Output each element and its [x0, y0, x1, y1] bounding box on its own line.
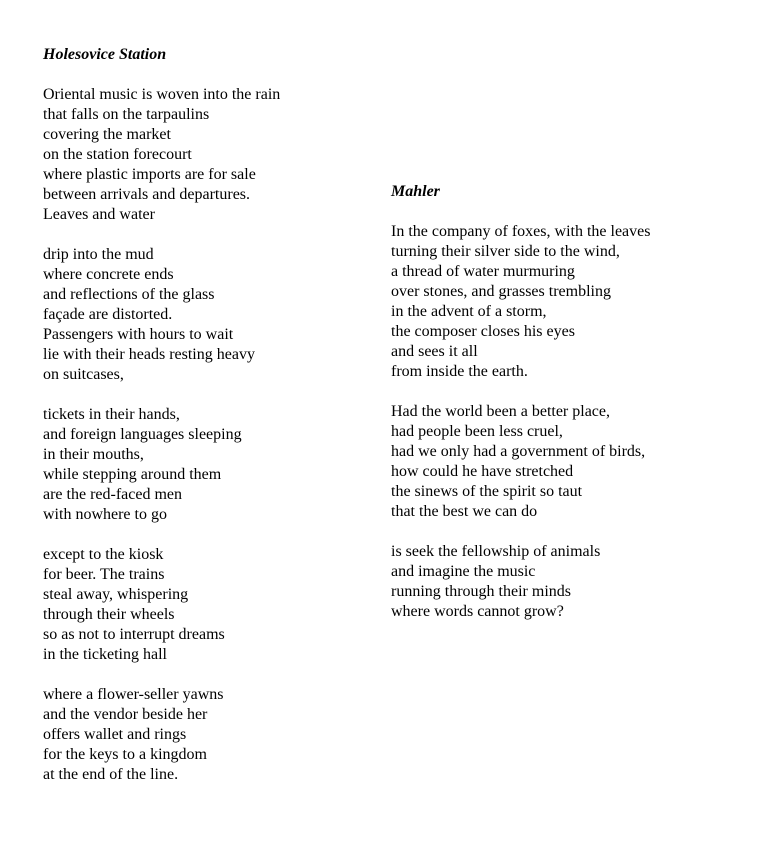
poem-line: Passengers with hours to wait: [43, 326, 234, 343]
poem-line: had people been less cruel,: [391, 423, 563, 440]
stanza: [43, 545, 363, 665]
poem-line: and the vendor beside her: [43, 706, 208, 723]
poem-line: steal away, whispering: [43, 586, 189, 603]
poem-line: façade are distorted.: [43, 306, 173, 323]
poem-line: drip into the mud: [43, 246, 154, 263]
poem-line: that falls on the tarpaulins: [43, 106, 210, 123]
poem-title: Mahler: [391, 183, 440, 200]
poem-body: [391, 222, 741, 622]
poem-line: lie with their heads resting heavy: [43, 346, 255, 363]
poem-line: over stones, and grasses trembling: [391, 283, 611, 300]
poem-line: in the ticketing hall: [43, 646, 167, 663]
poem-body: [43, 85, 363, 785]
poem-line: from inside the earth.: [391, 363, 528, 380]
poem-line: in their mouths,: [43, 446, 144, 463]
poem-line: where a flower-seller yawns: [43, 686, 224, 703]
poem-mahler: [391, 182, 741, 642]
poem-line: where concrete ends: [43, 266, 174, 283]
stanza: [391, 222, 741, 382]
poem-line: and imagine the music: [391, 563, 536, 580]
poem-line: In the company of foxes, with the leaves: [391, 223, 651, 240]
poem-line: is seek the fellowship of animals: [391, 543, 601, 560]
stanza: [391, 542, 741, 622]
poem-line: turning their silver side to the wind,: [391, 243, 620, 260]
poem-line: except to the kiosk: [43, 546, 164, 563]
poem-line: covering the market: [43, 126, 171, 143]
poem-line: while stepping around them: [43, 466, 222, 483]
poem-line: on suitcases,: [43, 366, 124, 383]
poem-line: and foreign languages sleeping: [43, 426, 242, 443]
poem-line: and reflections of the glass: [43, 286, 215, 303]
poem-line: the sinews of the spirit so taut: [391, 483, 583, 500]
poem-line: tickets in their hands,: [43, 406, 180, 423]
poem-title: Holesovice Station: [43, 46, 167, 63]
poem-line: between arrivals and departures.: [43, 186, 251, 203]
poem-line: a thread of water murmuring: [391, 263, 575, 280]
stanza: [391, 402, 741, 522]
poem-line: offers wallet and rings: [43, 726, 187, 743]
poem-line: so as not to interrupt dreams: [43, 626, 225, 643]
stanza: [43, 405, 363, 525]
poem-holesovice-station: [43, 45, 363, 805]
poem-line: for beer. The trains: [43, 566, 165, 583]
poem-line: and sees it all: [391, 343, 478, 360]
poem-line: for the keys to a kingdom: [43, 746, 207, 763]
poem-line: through their wheels: [43, 606, 175, 623]
poem-line: are the red-faced men: [43, 486, 183, 503]
stanza: [43, 245, 363, 385]
poem-line: on the station forecourt: [43, 146, 192, 163]
poem-line: had we only had a government of birds,: [391, 443, 646, 460]
poem-line: where plastic imports are for sale: [43, 166, 256, 183]
poem-line: that the best we can do: [391, 503, 538, 520]
stanza: [43, 685, 363, 785]
poem-line: Had the world been a better place,: [391, 403, 611, 420]
poem-line: running through their minds: [391, 583, 571, 600]
poem-line: in the advent of a storm,: [391, 303, 547, 320]
poem-line: Leaves and water: [43, 206, 155, 223]
poem-line: at the end of the line.: [43, 766, 179, 783]
poem-line: with nowhere to go: [43, 506, 167, 523]
poem-line: Oriental music is woven into the rain: [43, 86, 281, 103]
poem-line: how could he have stretched: [391, 463, 574, 480]
poem-line: where words cannot grow?: [391, 603, 564, 620]
stanza: [43, 85, 363, 225]
poem-line: the composer closes his eyes: [391, 323, 575, 340]
